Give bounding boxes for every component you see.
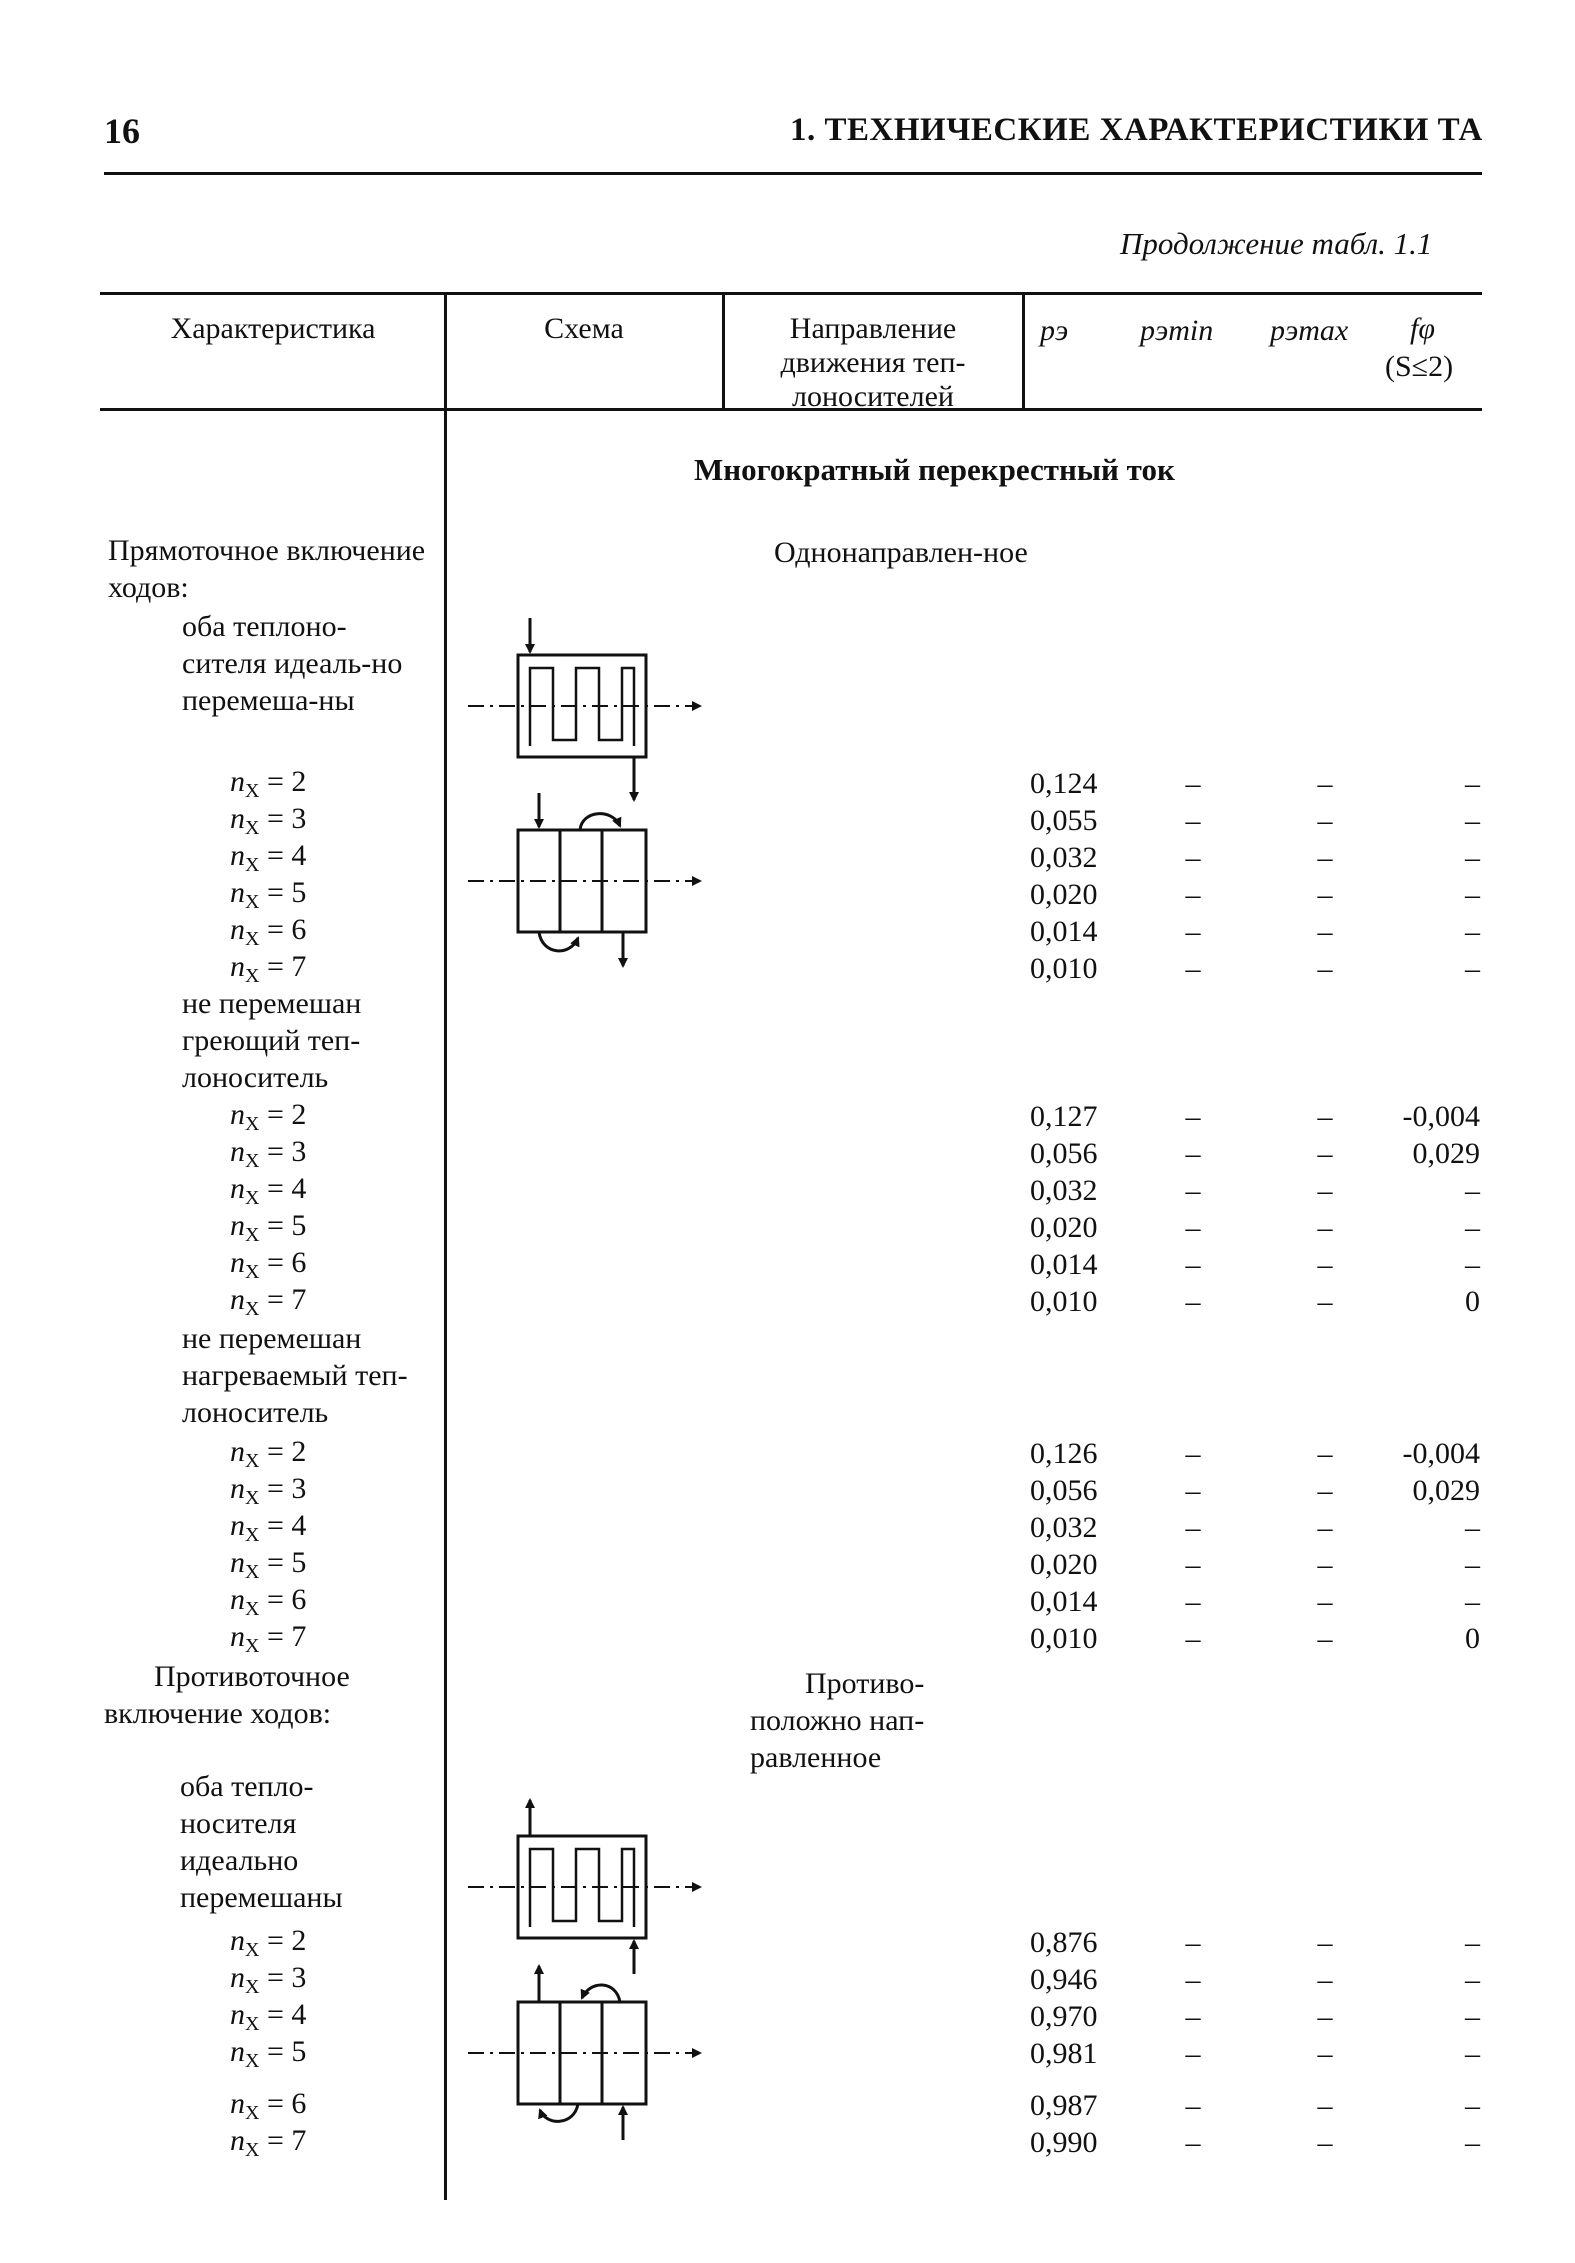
scheme-serpentine-cocurrent (468, 618, 700, 800)
group-intro: Противоточное включение ходов: (104, 1660, 350, 1730)
subgroup-label: оба тепло-носителя идеально перемешаны (180, 1770, 343, 1914)
pe-value: 0,981 (1030, 2037, 1098, 2070)
pemax-value: – (1317, 1285, 1333, 1318)
page-number: 16 (104, 111, 140, 151)
nx-label: $n_X = 3$ (230, 802, 307, 839)
nx-label: $n_X = 6$ (230, 913, 307, 950)
pe-value: 0,014 (1030, 1248, 1098, 1281)
fphi-value: – (1465, 1511, 1480, 1544)
pe-value: 0,010 (1030, 1622, 1098, 1655)
pemax-value: – (1317, 1548, 1333, 1581)
fphi-value: – (1465, 2126, 1480, 2159)
pemin-value: – (1185, 841, 1201, 874)
fphi-value: – (1465, 1926, 1480, 1959)
pemin-value: – (1185, 1474, 1201, 1507)
pemin-value: – (1185, 878, 1201, 911)
pe-value: 0,032 (1030, 1511, 1098, 1544)
group-intro: Прямоточное включение ходов: (108, 534, 426, 604)
fphi-value: – (1465, 841, 1480, 874)
nx-label: $n_X = 4$ (230, 839, 307, 876)
group-direction: Однонаправлен-ное (774, 536, 1028, 569)
col-header-direction: Направление движения теп-лоносителей (780, 312, 966, 413)
pe-value: 0,010 (1030, 952, 1098, 985)
pe-value: 0,126 (1030, 1437, 1098, 1470)
pe-value: 0,055 (1030, 804, 1098, 837)
pemax-value: – (1317, 1963, 1333, 1996)
pe-value: 0,014 (1030, 1585, 1098, 1618)
pemin-value: – (1185, 952, 1201, 985)
pemax-value: – (1317, 1248, 1333, 1281)
pe-value: 0,014 (1030, 915, 1098, 948)
pemin-value: – (1185, 767, 1201, 800)
pe-value: 0,032 (1030, 841, 1098, 874)
nx-label: $n_X = 3$ (230, 1135, 307, 1172)
pemin-value: – (1185, 1137, 1201, 1170)
pemin-value: – (1185, 915, 1201, 948)
fphi-value: – (1465, 952, 1480, 985)
pemax-value: – (1317, 1622, 1333, 1655)
group-direction: Противо-положно нап-равленное (750, 1667, 925, 1774)
pemin-value: – (1185, 1437, 1201, 1470)
pemin-value: – (1185, 2000, 1201, 2033)
pemin-value: – (1185, 1548, 1201, 1581)
pemin-value: – (1185, 1622, 1201, 1655)
fphi-value: – (1465, 1585, 1480, 1618)
pemin-value: – (1185, 1963, 1201, 1996)
nx-label: $n_X = 6$ (230, 1246, 307, 1283)
fphi-value: 0,029 (1412, 1474, 1480, 1507)
pemin-value: – (1185, 2126, 1201, 2159)
pemax-value: – (1317, 1511, 1333, 1544)
fphi-value: – (1465, 1174, 1480, 1207)
fphi-value: – (1465, 767, 1480, 800)
pemax-value: – (1317, 804, 1333, 837)
pe-value: 0,970 (1030, 2000, 1098, 2033)
running-title: 1. ТЕХНИЧЕСКИЕ ХАРАКТЕРИСТИКИ ТА (790, 112, 1483, 148)
col-header-fphi: fφ (1410, 312, 1435, 345)
nx-label: $n_X = 2$ (230, 1098, 307, 1135)
nx-label: $n_X = 7$ (230, 2124, 307, 2161)
nx-label: $n_X = 2$ (230, 765, 307, 802)
fphi-value: – (1465, 1211, 1480, 1244)
fphi-value: – (1465, 2000, 1480, 2033)
pe-value: 0,056 (1030, 1474, 1098, 1507)
pemax-value: – (1317, 1174, 1333, 1207)
pe-value: 0,946 (1030, 1963, 1098, 1996)
fphi-value: 0,029 (1412, 1137, 1480, 1170)
col-header-pemax: pэmax (1270, 314, 1349, 347)
fphi-value: -0,004 (1402, 1437, 1480, 1470)
pe-value: 0,876 (1030, 1926, 1098, 1959)
col-header-pemin: pэmin (1140, 314, 1214, 347)
subgroup-label: не перемешан греющий теп-лоноситель (182, 987, 362, 1094)
pemin-value: – (1185, 1100, 1201, 1133)
subgroup-label: оба теплоно-сителя идеаль-но перемеша-ны (182, 610, 403, 717)
pe-value: 0,020 (1030, 1211, 1098, 1244)
fphi-value: – (1465, 804, 1480, 837)
fphi-value: – (1465, 2037, 1480, 2070)
nx-label: $n_X = 7$ (230, 1283, 307, 1320)
pemax-value: – (1317, 2037, 1333, 2070)
pemax-value: – (1317, 2126, 1333, 2159)
pemax-value: – (1317, 952, 1333, 985)
fphi-value: – (1465, 1248, 1480, 1281)
fphi-value: – (1465, 1963, 1480, 1996)
nx-label: $n_X = 6$ (230, 2087, 307, 2124)
nx-label: $n_X = 5$ (230, 2035, 307, 2072)
pemin-value: – (1185, 804, 1201, 837)
pe-value: 0,987 (1030, 2089, 1098, 2122)
pe-value: 0,124 (1030, 767, 1098, 800)
pemin-value: – (1185, 1585, 1201, 1618)
fphi-value: 0 (1465, 1622, 1480, 1655)
fphi-value: – (1465, 2089, 1480, 2122)
pemax-value: – (1317, 1437, 1333, 1470)
pemax-value: – (1317, 1474, 1333, 1507)
fphi-value: – (1465, 1548, 1480, 1581)
fphi-value: – (1465, 878, 1480, 911)
pemin-value: – (1185, 2037, 1201, 2070)
nx-label: $n_X = 2$ (230, 1924, 307, 1961)
subgroup-label: не перемешан нагреваемый теп-лоноситель (182, 1322, 408, 1429)
nx-label: $n_X = 4$ (230, 1998, 307, 2035)
table-continuation: Продолжение табл. 1.1 (1120, 226, 1433, 261)
nx-label: $n_X = 6$ (230, 1583, 307, 1620)
pemax-value: – (1317, 1211, 1333, 1244)
pe-value: 0,056 (1030, 1137, 1098, 1170)
pemax-value: – (1317, 767, 1333, 800)
nx-label: $n_X = 7$ (230, 950, 307, 987)
col-header-characteristic: Характеристика (170, 312, 376, 345)
pe-value: 0,990 (1030, 2126, 1098, 2159)
col-header-scheme: Схема (544, 312, 624, 345)
scheme-serpentine-counter (468, 1800, 700, 1974)
pemin-value: – (1185, 1248, 1201, 1281)
pe-value: 0,127 (1030, 1100, 1098, 1133)
pemax-value: – (1317, 1100, 1333, 1133)
pemax-value: – (1317, 1137, 1333, 1170)
pe-value: 0,010 (1030, 1285, 1098, 1318)
fphi-value: – (1465, 915, 1480, 948)
col-header-fphi-condition: (S≤2) (1385, 350, 1454, 383)
pe-value: 0,032 (1030, 1174, 1098, 1207)
pemax-value: – (1317, 2000, 1333, 2033)
nx-label: $n_X = 5$ (230, 876, 307, 913)
nx-label: $n_X = 2$ (230, 1435, 307, 1472)
nx-label: $n_X = 5$ (230, 1546, 307, 1583)
pemin-value: – (1185, 1174, 1201, 1207)
col-header-pe: pэ (1040, 314, 1069, 347)
fphi-value: 0 (1465, 1285, 1480, 1318)
pemax-value: – (1317, 841, 1333, 874)
nx-label: $n_X = 3$ (230, 1961, 307, 1998)
nx-label: $n_X = 4$ (230, 1509, 307, 1546)
scheme-three-pass-cocurrent (468, 793, 700, 966)
pemax-value: – (1317, 878, 1333, 911)
pemax-value: – (1317, 915, 1333, 948)
nx-label: $n_X = 3$ (230, 1472, 307, 1509)
pemax-value: – (1317, 2089, 1333, 2122)
pemin-value: – (1185, 1511, 1201, 1544)
pemin-value: – (1185, 1926, 1201, 1959)
pemin-value: – (1185, 1211, 1201, 1244)
scheme-three-pass-counter (468, 1966, 700, 2140)
pe-value: 0,020 (1030, 1548, 1098, 1581)
section-title: Многократный перекрестный ток (694, 452, 1175, 487)
nx-label: $n_X = 7$ (230, 1620, 307, 1657)
nx-label: $n_X = 5$ (230, 1209, 307, 1246)
pemin-value: – (1185, 2089, 1201, 2122)
pemin-value: – (1185, 1285, 1201, 1318)
pemax-value: – (1317, 1585, 1333, 1618)
pe-value: 0,020 (1030, 878, 1098, 911)
pemax-value: – (1317, 1926, 1333, 1959)
fphi-value: -0,004 (1402, 1100, 1480, 1133)
nx-label: $n_X = 4$ (230, 1172, 307, 1209)
